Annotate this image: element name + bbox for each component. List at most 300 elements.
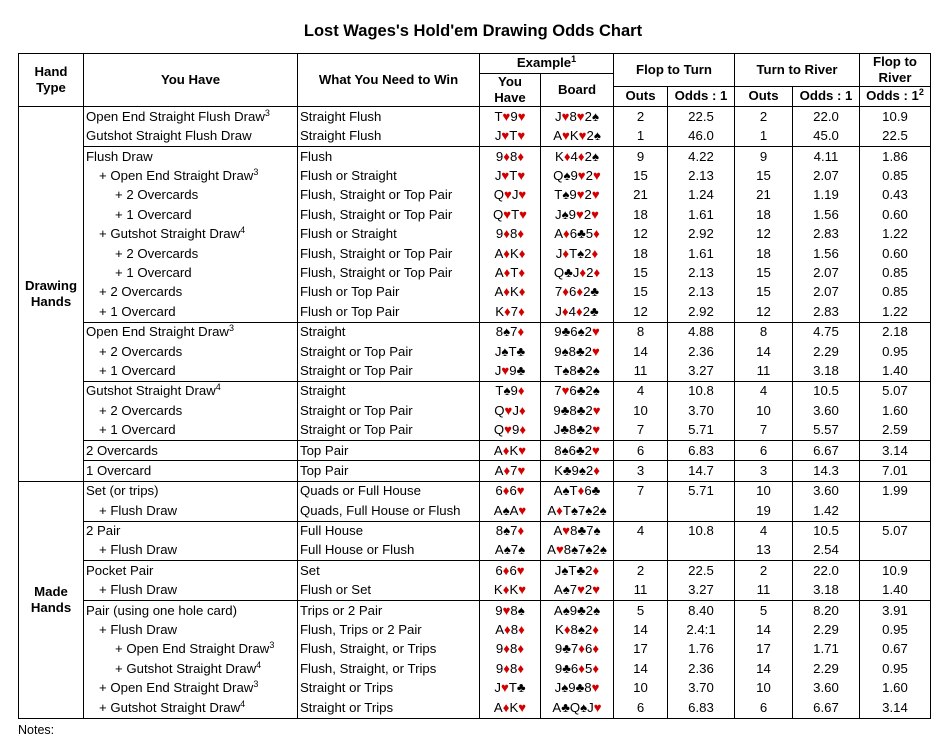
cell-example-board: 7♦6♦2♣ bbox=[541, 283, 614, 302]
cell-flop-turn-outs: 2 bbox=[614, 561, 668, 581]
notes-label: Notes: bbox=[18, 723, 55, 737]
footnote-marker: 3 bbox=[253, 679, 259, 690]
cell-example-you-have: 6♦6♥ bbox=[480, 561, 541, 581]
cell-flop-turn-odds: 4.22 bbox=[668, 147, 735, 167]
table-row bbox=[19, 601, 931, 621]
you-have-text: Flush Draw bbox=[86, 148, 153, 164]
you-have-text: + 2 Overcards bbox=[99, 343, 183, 359]
cell-turn-river-outs: 14 bbox=[735, 659, 793, 678]
you-have-text: + 2 Overcards bbox=[115, 187, 199, 203]
cell-what-you-need: Straight or Trips bbox=[298, 679, 480, 698]
cell-flop-turn-odds: 8.40 bbox=[668, 601, 735, 621]
footnote-marker: 4 bbox=[256, 659, 262, 670]
header-tr-odds: Odds : 1 bbox=[793, 87, 860, 107]
cell-turn-river-odds: 10.5 bbox=[793, 381, 860, 401]
cell-turn-river-odds: 2.07 bbox=[793, 167, 860, 186]
cell-flop-turn-odds: 5.71 bbox=[668, 481, 735, 521]
cell-what-you-need: Straight Flush bbox=[298, 107, 480, 127]
you-have-text: + Open End Straight Draw bbox=[115, 641, 270, 657]
you-have-text: + Gutshot Straight Draw bbox=[99, 226, 241, 242]
cell-flop-turn-outs: 15 bbox=[614, 264, 668, 283]
cell-turn-river-odds: 4.11 bbox=[793, 147, 860, 167]
cell-example-you-have: Q♥9♦ bbox=[480, 421, 541, 441]
cell-you-have bbox=[84, 501, 298, 521]
cell-example-board: A♥8♠7♠2♠ bbox=[541, 541, 614, 561]
cell-turn-river-odds: 2.54 bbox=[793, 541, 860, 561]
cell-example-board: J♠9♥2♥ bbox=[541, 205, 614, 224]
cell-flop-turn-outs: 15 bbox=[614, 283, 668, 302]
cell-flop-turn-odds: 22.5 bbox=[668, 561, 735, 581]
odds-table bbox=[18, 53, 931, 719]
table-row bbox=[19, 107, 931, 127]
cell-flop-river-odds: 2.59 bbox=[860, 421, 931, 441]
table-row bbox=[19, 205, 931, 224]
cell-example-board: A♠9♣2♠ bbox=[541, 601, 614, 621]
table-row bbox=[19, 381, 931, 401]
cell-flop-turn-outs: 18 bbox=[614, 205, 668, 224]
cell-example-you-have: 9♦8♦ bbox=[480, 225, 541, 244]
you-have-text: Set (or trips) bbox=[86, 483, 159, 499]
cell-flop-turn-odds: 4.88 bbox=[668, 322, 735, 342]
cell-turn-river-odds: 1.19 bbox=[793, 186, 860, 205]
cell-flop-river-odds: 3.14 bbox=[860, 698, 931, 718]
cell-flop-turn-outs: 6 bbox=[614, 698, 668, 718]
cell-what-you-need: Straight or Top Pair bbox=[298, 342, 480, 361]
cell-example-you-have: T♠9♦ bbox=[480, 381, 541, 401]
cell-flop-turn-odds: 2.36 bbox=[668, 659, 735, 678]
cell-what-you-need: Flush, Straight or Top Pair bbox=[298, 205, 480, 224]
cell-turn-river-odds: 6.67 bbox=[793, 698, 860, 718]
table-row bbox=[19, 421, 931, 441]
cell-flop-turn-outs: 14 bbox=[614, 342, 668, 361]
cell-turn-river-outs: 10 bbox=[735, 679, 793, 698]
cell-what-you-need: Trips or 2 Pair bbox=[298, 601, 480, 621]
you-have-text: Pocket Pair bbox=[86, 562, 154, 578]
cell-turn-river-odds: 8.20 bbox=[793, 601, 860, 621]
cell-turn-river-odds: 5.57 bbox=[793, 421, 860, 441]
cell-flop-river-odds: 1.60 bbox=[860, 679, 931, 698]
cell-turn-river-odds: 3.60 bbox=[793, 481, 860, 501]
table-row bbox=[19, 581, 931, 601]
cell-what-you-need: Straight or Top Pair bbox=[298, 421, 480, 441]
cell-what-you-need: Quads, Full House or Flush bbox=[298, 501, 480, 521]
cell-flop-river-odds: 22.5 bbox=[860, 127, 931, 147]
table-row bbox=[19, 167, 931, 186]
cell-you-have bbox=[84, 401, 298, 420]
cell-flop-turn-outs: 10 bbox=[614, 401, 668, 420]
cell-flop-turn-outs: 6 bbox=[614, 441, 668, 461]
cell-turn-river-odds: 3.18 bbox=[793, 581, 860, 601]
cell-flop-river-odds: 5.07 bbox=[860, 381, 931, 401]
cell-flop-river-odds: 1.22 bbox=[860, 225, 931, 244]
cell-turn-river-outs: 11 bbox=[735, 361, 793, 381]
cell-flop-turn-outs: 8 bbox=[614, 322, 668, 342]
cell-flop-turn-odds: 10.8 bbox=[668, 521, 735, 561]
cell-turn-river-outs: 15 bbox=[735, 283, 793, 302]
cell-flop-river-odds: 5.07 bbox=[860, 521, 931, 561]
you-have-text: + Flush Draw bbox=[99, 622, 178, 638]
table-row bbox=[19, 264, 931, 283]
cell-example-you-have: 6♦6♥ bbox=[480, 481, 541, 501]
cell-flop-river-odds: 0.85 bbox=[860, 283, 931, 302]
you-have-text: + 1 Overcard bbox=[115, 265, 192, 280]
header-what-you-need: What You Need to Win bbox=[298, 54, 480, 107]
cell-example-board: A♥8♣7♠ bbox=[541, 521, 614, 541]
cell-example-you-have: A♦7♥ bbox=[480, 461, 541, 481]
cell-flop-turn-odds: 46.0 bbox=[668, 127, 735, 147]
cell-turn-river-odds: 2.83 bbox=[793, 225, 860, 244]
footnote-marker: 4 bbox=[240, 698, 246, 709]
cell-turn-river-outs: 9 bbox=[735, 147, 793, 167]
cell-you-have bbox=[84, 621, 298, 640]
cell-flop-turn-odds: 2.13 bbox=[668, 264, 735, 283]
cell-flop-turn-outs: 3 bbox=[614, 461, 668, 481]
cell-turn-river-odds: 2.29 bbox=[793, 621, 860, 640]
you-have-text: 2 Pair bbox=[86, 523, 121, 539]
cell-example-you-have: A♦K♦ bbox=[480, 283, 541, 302]
chart-title: Lost Wages's Hold'em Drawing Odds Chart bbox=[303, 22, 643, 40]
cell-example-you-have: K♦K♥ bbox=[480, 581, 541, 601]
cell-flop-turn-outs: 9 bbox=[614, 147, 668, 167]
cell-flop-river-odds: 2.18 bbox=[860, 322, 931, 342]
header-ex-board: Board bbox=[541, 74, 614, 107]
header-you-have: You Have bbox=[84, 54, 298, 107]
cell-turn-river-outs: 2 bbox=[735, 107, 793, 127]
you-have-text: + 1 Overcard bbox=[99, 362, 176, 378]
cell-you-have bbox=[84, 322, 298, 342]
cell-what-you-need: Flush or Straight bbox=[298, 167, 480, 186]
cell-turn-river-outs: 15 bbox=[735, 167, 793, 186]
table-row bbox=[19, 481, 931, 501]
cell-example-board: J♠9♣8♥ bbox=[541, 679, 614, 698]
cell-example-board: A♥K♥2♠ bbox=[541, 127, 614, 147]
cell-you-have bbox=[84, 381, 298, 401]
footnote-marker: 3 bbox=[228, 323, 234, 334]
cell-flop-river-odds: 3.14 bbox=[860, 441, 931, 461]
you-have-text: + Gutshot Straight Draw bbox=[115, 660, 257, 676]
you-have-text: + 2 Overcards bbox=[99, 402, 183, 418]
table-row bbox=[19, 541, 931, 561]
cell-example-you-have: A♦T♦ bbox=[480, 264, 541, 283]
cell-example-board: 7♥6♣2♠ bbox=[541, 381, 614, 401]
footnote-marker: 4 bbox=[215, 382, 221, 393]
cell-flop-turn-outs: 17 bbox=[614, 640, 668, 659]
cell-turn-river-odds: 4.75 bbox=[793, 322, 860, 342]
cell-flop-turn-odds: 6.83 bbox=[668, 441, 735, 461]
cell-you-have bbox=[84, 441, 298, 461]
footnote-marker: 3 bbox=[264, 107, 270, 118]
header-fr-odds: Odds : $1^2$ bbox=[860, 87, 931, 107]
cell-flop-river-odds: 1.40 bbox=[860, 361, 931, 381]
cell-you-have bbox=[84, 342, 298, 361]
cell-turn-river-outs: 12 bbox=[735, 225, 793, 244]
cell-example-board: A♠T♦6♣ bbox=[541, 481, 614, 501]
cell-turn-river-outs: 13 bbox=[735, 541, 793, 561]
cell-turn-river-outs: 14 bbox=[735, 621, 793, 640]
cell-flop-turn-outs: 15 bbox=[614, 167, 668, 186]
cell-turn-river-odds: 2.07 bbox=[793, 283, 860, 302]
cell-example-board: A♠7♥2♥ bbox=[541, 581, 614, 601]
cell-example-you-have: T♥9♥ bbox=[480, 107, 541, 127]
cell-you-have bbox=[84, 679, 298, 698]
cell-you-have bbox=[84, 698, 298, 718]
cell-what-you-need: Flush, Straight, or Trips bbox=[298, 640, 480, 659]
cell-turn-river-odds: 3.18 bbox=[793, 361, 860, 381]
cell-flop-turn-odds: 2.13 bbox=[668, 283, 735, 302]
cell-flop-turn-odds: 2.4:1 bbox=[668, 621, 735, 640]
cell-example-board: J♠T♣2♦ bbox=[541, 561, 614, 581]
header-ft-outs: Outs bbox=[614, 87, 668, 107]
table-row bbox=[19, 640, 931, 659]
cell-turn-river-outs: 8 bbox=[735, 322, 793, 342]
cell-what-you-need: Flush or Straight bbox=[298, 225, 480, 244]
header-ex-you-have: You Have bbox=[480, 74, 541, 107]
cell-you-have bbox=[84, 186, 298, 205]
cell-turn-river-outs: 4 bbox=[735, 381, 793, 401]
cell-example-board: J♣8♣2♥ bbox=[541, 421, 614, 441]
cell-flop-river-odds: 1.22 bbox=[860, 302, 931, 322]
cell-example-you-have: K♦7♦ bbox=[480, 302, 541, 322]
cell-flop-turn-odds: 14.7 bbox=[668, 461, 735, 481]
table-row bbox=[19, 186, 931, 205]
cell-flop-river-odds: 3.91 bbox=[860, 601, 931, 621]
cell-turn-river-odds: 10.5 bbox=[793, 521, 860, 541]
cell-you-have bbox=[84, 421, 298, 441]
cell-turn-river-odds: 1.42 bbox=[793, 501, 860, 521]
cell-example-you-have: 9♦8♦ bbox=[480, 147, 541, 167]
cell-what-you-need: Flush or Top Pair bbox=[298, 302, 480, 322]
cell-example-board: T♠8♣2♠ bbox=[541, 361, 614, 381]
cell-flop-river-odds: 0.85 bbox=[860, 167, 931, 186]
you-have-text: Gutshot Straight Flush Draw bbox=[86, 128, 252, 144]
you-have-text: Open End Straight Draw bbox=[86, 324, 229, 340]
cell-turn-river-outs: 5 bbox=[735, 601, 793, 621]
cell-flop-river-odds: 0.85 bbox=[860, 264, 931, 283]
cell-example-you-have: 8♠7♦ bbox=[480, 521, 541, 541]
group-drawing-hands: Drawing Hands bbox=[19, 107, 84, 481]
cell-example-you-have: Q♥T♥ bbox=[480, 205, 541, 224]
table-row bbox=[19, 302, 931, 322]
cell-what-you-need: Quads or Full House bbox=[298, 481, 480, 501]
cell-example-you-have: Q♥J♥ bbox=[480, 186, 541, 205]
table-row bbox=[19, 561, 931, 581]
cell-example-board: K♦4♦2♠ bbox=[541, 147, 614, 167]
cell-you-have bbox=[84, 461, 298, 481]
cell-flop-turn-outs: 11 bbox=[614, 361, 668, 381]
cell-flop-turn-outs: 1 bbox=[614, 127, 668, 147]
cell-what-you-need: Straight or Top Pair bbox=[298, 401, 480, 420]
cell-flop-turn-outs: 7 bbox=[614, 421, 668, 441]
cell-you-have bbox=[84, 601, 298, 621]
you-have-text: + Open End Straight Draw bbox=[99, 680, 254, 696]
cell-turn-river-odds: 1.56 bbox=[793, 205, 860, 224]
you-have-text: + 2 Overcards bbox=[99, 284, 183, 300]
table-row bbox=[19, 698, 931, 718]
cell-turn-river-outs: 21 bbox=[735, 186, 793, 205]
cell-flop-turn-odds: 3.27 bbox=[668, 361, 735, 381]
cell-example-board: A♣Q♠J♥ bbox=[541, 698, 614, 718]
cell-what-you-need: Flush, Straight or Top Pair bbox=[298, 186, 480, 205]
cell-turn-river-odds: 3.60 bbox=[793, 401, 860, 420]
table-row bbox=[19, 521, 931, 541]
cell-example-you-have: 9♥8♠ bbox=[480, 601, 541, 621]
cell-example-board: A♦6♣5♦ bbox=[541, 225, 614, 244]
cell-example-you-have: J♥T♥ bbox=[480, 167, 541, 186]
table-row bbox=[19, 659, 931, 678]
cell-turn-river-outs: 6 bbox=[735, 698, 793, 718]
cell-turn-river-odds: 14.3 bbox=[793, 461, 860, 481]
cell-turn-river-odds: 2.07 bbox=[793, 264, 860, 283]
table-row bbox=[19, 621, 931, 640]
cell-flop-river-odds: 1.86 bbox=[860, 147, 931, 167]
cell-example-you-have: J♠T♣ bbox=[480, 342, 541, 361]
table-row bbox=[19, 501, 931, 521]
you-have-text: + 2 Overcards bbox=[115, 245, 199, 261]
cell-you-have bbox=[84, 561, 298, 581]
cell-you-have bbox=[84, 659, 298, 678]
cell-flop-turn-odds: 1.24 bbox=[668, 186, 735, 205]
cell-flop-river-odds: 0.60 bbox=[860, 244, 931, 263]
cell-you-have bbox=[84, 147, 298, 167]
cell-flop-turn-outs: 11 bbox=[614, 581, 668, 601]
cell-turn-river-odds: 2.29 bbox=[793, 659, 860, 678]
cell-turn-river-odds: 2.83 bbox=[793, 302, 860, 322]
cell-flop-turn-odds: 22.5 bbox=[668, 107, 735, 127]
cell-example-board: 9♣8♣2♥ bbox=[541, 401, 614, 420]
cell-example-board: A♦T♠7♠2♠ bbox=[541, 501, 614, 521]
cell-example-you-have: A♠7♠ bbox=[480, 541, 541, 561]
cell-you-have bbox=[84, 107, 298, 127]
cell-flop-turn-outs: 12 bbox=[614, 302, 668, 322]
table-row bbox=[19, 441, 931, 461]
cell-flop-river-odds: 10.9 bbox=[860, 561, 931, 581]
table-row bbox=[19, 461, 931, 481]
footnote-marker: 3 bbox=[253, 167, 259, 178]
cell-example-board: J♥8♥2♠ bbox=[541, 107, 614, 127]
cell-turn-river-outs: 12 bbox=[735, 302, 793, 322]
table-row bbox=[19, 225, 931, 244]
cell-flop-turn-outs: 21 bbox=[614, 186, 668, 205]
header-tr-outs: Outs bbox=[735, 87, 793, 107]
you-have-text: + 1 Overcard bbox=[99, 422, 176, 438]
cell-example-you-have: A♦K♦ bbox=[480, 244, 541, 263]
cell-what-you-need: Straight Flush bbox=[298, 127, 480, 147]
group-made-hands: Made Hands bbox=[19, 481, 84, 718]
cell-what-you-need: Flush, Straight or Top Pair bbox=[298, 264, 480, 283]
you-have-text: 1 Overcard bbox=[86, 462, 152, 478]
cell-turn-river-outs: 19 bbox=[735, 501, 793, 521]
cell-turn-river-outs: 18 bbox=[735, 205, 793, 224]
cell-what-you-need: Set bbox=[298, 561, 480, 581]
cell-flop-turn-odds: 3.27 bbox=[668, 581, 735, 601]
cell-flop-turn-odds: 1.76 bbox=[668, 640, 735, 659]
you-have-text: Gutshot Straight Draw bbox=[86, 383, 216, 399]
cell-what-you-need: Straight bbox=[298, 381, 480, 401]
cell-flop-turn-odds: 6.83 bbox=[668, 698, 735, 718]
cell-example-board: J♦4♦2♣ bbox=[541, 302, 614, 322]
cell-turn-river-outs: 2 bbox=[735, 561, 793, 581]
cell-flop-turn-odds: 2.92 bbox=[668, 302, 735, 322]
cell-you-have bbox=[84, 640, 298, 659]
cell-what-you-need: Flush bbox=[298, 147, 480, 167]
cell-what-you-need: Flush, Trips or 2 Pair bbox=[298, 621, 480, 640]
cell-what-you-need: Straight bbox=[298, 322, 480, 342]
cell-flop-turn-outs: 18 bbox=[614, 244, 668, 263]
cell-flop-river-odds: 0.95 bbox=[860, 342, 931, 361]
cell-flop-turn-odds: 3.70 bbox=[668, 401, 735, 420]
cell-example-you-have: A♦K♥ bbox=[480, 698, 541, 718]
footnote-marker: 3 bbox=[269, 640, 275, 651]
cell-turn-river-outs: 3 bbox=[735, 461, 793, 481]
header-example: Example$^1$ bbox=[480, 54, 614, 74]
cell-you-have bbox=[84, 541, 298, 561]
cell-flop-river-odds: 0.95 bbox=[860, 621, 931, 640]
cell-flop-river-odds: 7.01 bbox=[860, 461, 931, 481]
cell-turn-river-outs: 18 bbox=[735, 244, 793, 263]
cell-flop-river-odds: 1.60 bbox=[860, 401, 931, 420]
cell-what-you-need: Full House or Flush bbox=[298, 541, 480, 561]
cell-example-board: T♠9♥2♥ bbox=[541, 186, 614, 205]
cell-flop-turn-outs: 5 bbox=[614, 601, 668, 621]
cell-what-you-need: Flush, Straight, or Trips bbox=[298, 659, 480, 678]
cell-example-you-have: A♦8♦ bbox=[480, 621, 541, 640]
cell-turn-river-odds: 6.67 bbox=[793, 441, 860, 461]
cell-turn-river-outs: 10 bbox=[735, 481, 793, 501]
cell-example-you-have: Q♥J♦ bbox=[480, 401, 541, 420]
header-turn-to-river: Turn to River bbox=[735, 54, 860, 87]
cell-what-you-need: Flush or Set bbox=[298, 581, 480, 601]
cell-flop-turn-odds: 2.13 bbox=[668, 167, 735, 186]
cell-flop-turn-odds: 2.92 bbox=[668, 225, 735, 244]
cell-you-have bbox=[84, 264, 298, 283]
cell-flop-turn-outs: 14 bbox=[614, 659, 668, 678]
cell-example-board: J♦T♠2♦ bbox=[541, 244, 614, 263]
cell-flop-river-odds: 1.40 bbox=[860, 581, 931, 601]
header-ft-odds: Odds : 1 bbox=[668, 87, 735, 107]
cell-turn-river-outs: 17 bbox=[735, 640, 793, 659]
you-have-text: Pair (using one hole card) bbox=[86, 602, 238, 618]
cell-turn-river-outs: 7 bbox=[735, 421, 793, 441]
cell-turn-river-odds: 22.0 bbox=[793, 561, 860, 581]
cell-example-board: 9♣7♦6♦ bbox=[541, 640, 614, 659]
cell-example-board: K♦8♠2♦ bbox=[541, 621, 614, 640]
cell-turn-river-outs: 4 bbox=[735, 521, 793, 541]
cell-what-you-need: Top Pair bbox=[298, 441, 480, 461]
cell-flop-turn-outs: 10 bbox=[614, 679, 668, 698]
cell-you-have bbox=[84, 244, 298, 263]
cell-turn-river-odds: 3.60 bbox=[793, 679, 860, 698]
cell-example-you-have: J♥T♥ bbox=[480, 127, 541, 147]
cell-you-have bbox=[84, 205, 298, 224]
cell-you-have bbox=[84, 167, 298, 186]
cell-example-board: Q♠9♥2♥ bbox=[541, 167, 614, 186]
you-have-text: + 1 Overcard bbox=[99, 303, 176, 319]
cell-example-you-have: A♦K♥ bbox=[480, 441, 541, 461]
cell-example-board: K♣9♠2♦ bbox=[541, 461, 614, 481]
table-row bbox=[19, 679, 931, 698]
cell-you-have bbox=[84, 283, 298, 302]
you-have-text: 2 Overcards bbox=[86, 442, 158, 458]
cell-turn-river-odds: 2.29 bbox=[793, 342, 860, 361]
cell-flop-river-odds: 10.9 bbox=[860, 107, 931, 127]
you-have-text: Open End Straight Flush Draw bbox=[86, 108, 265, 124]
table-row bbox=[19, 361, 931, 381]
table-row bbox=[19, 322, 931, 342]
table-row bbox=[19, 244, 931, 263]
cell-example-you-have: 9♦8♦ bbox=[480, 659, 541, 678]
cell-turn-river-outs: 15 bbox=[735, 264, 793, 283]
you-have-text: + 1 Overcard bbox=[115, 206, 192, 222]
